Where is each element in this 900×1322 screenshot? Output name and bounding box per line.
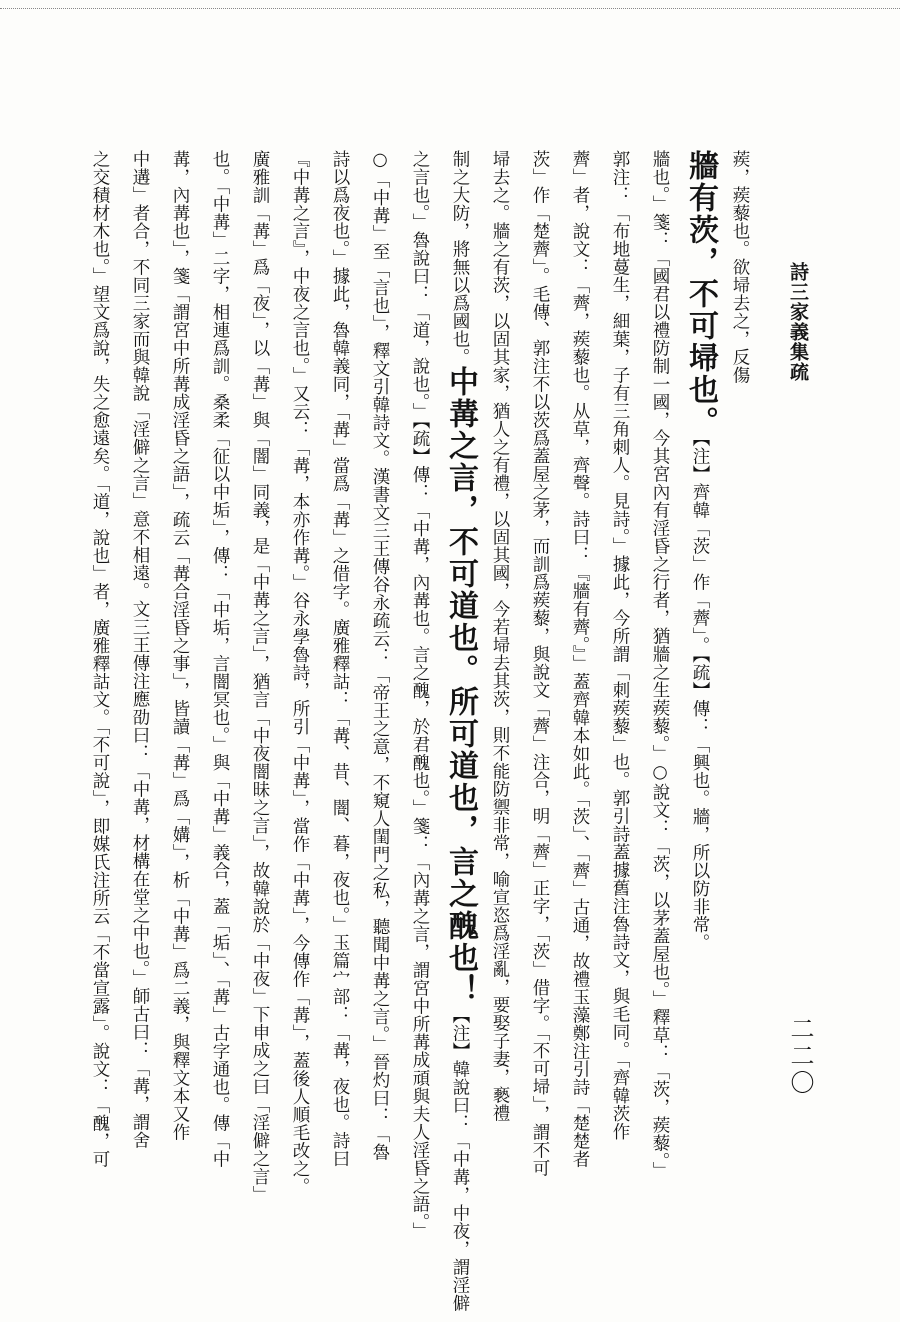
text-column: 之交積材木也。」望文爲說，失之愈遠矣。「道，說也」者，廣雅釋詁文。「不可說」，即媒氏注所云「不當宣露」。說文：「醜，可: [90, 150, 110, 1169]
text-column: 中遘」者合，不同三家而與韓說「淫僻之言」意不相遠。文三王傳注應劭曰：「中冓，材構在堂之中也。」師古曰：「冓，謂舍: [130, 150, 150, 1150]
text-column: 詩以爲夜也。」據此，魯韓義同，「冓」當爲「冓」之借字。廣雅釋詁：「冓、昔、闇、暮，夜也。」玉篇宀部：「冓，夜也。詩曰: [330, 150, 350, 1168]
text-column: 蒺，蒺藜也。欲埽去之，反傷: [730, 150, 750, 384]
text-column: 茨」作「楚薺」。毛傳、郭注不以茨爲蓋屋之茅，而訓爲蒺藜，與說文「薺」注合，明「薺」正字，「茨」借字。「不可埽」，謂不可: [530, 150, 550, 1177]
text-column: 牆也。」箋：「國君以禮防制一國，今其宮內有淫昏之行者，猶牆之生蒺藜。」○說文：「茨，以茅蓋屋也。」釋草：「茨，蒺藜。」: [650, 150, 670, 1180]
verse-line: 中冓之言，不可道也。所可道也，言之醜也！: [443, 366, 478, 1006]
top-dotted-rule: [0, 8, 900, 9]
text-column: 『中冓之言』，中夜之言也。」又云：「冓，本亦作冓。」谷永學魯詩，所引「中冓」，當作「中冓」，今傳作「冓」，蓋後人順毛改之。: [290, 150, 310, 1196]
annotation: 【注】韓說曰：「中冓，中夜，謂淫僻: [450, 1006, 470, 1312]
text-column: 廣雅訓「冓」爲「夜」，以「冓」與「闇」同義，是「中冓之言」，猶言「中夜闇昧之言」，故韓說於「中夜」下申成之曰「淫僻之言」: [250, 150, 270, 1204]
text-column: 薺」者，說文：「薺，蒺藜也。从草，齊聲。詩曰：『牆有薺。』」蓋齊韓本如此。「茨」、「薺」古通，故禮玉藻鄭注引詩「楚楚者: [570, 150, 590, 1169]
page-number: 二二〇: [786, 1016, 814, 1097]
text-column: 埽去之。牆之有茨，以固其家，猶人之有禮，以固其國，今若埽去其茨，則不能防禦非常，喻宣恣爲淫亂，要娶子妻，褻禮: [490, 150, 510, 1122]
verse-line: 牆有茨，不可埽也。: [683, 150, 718, 438]
text-column: 冓，內冓也」，箋「謂宮中所冓成淫昏之語」，疏云「冓合淫昏之事」，皆讀「冓」爲「媾」，析「中冓」爲二義，與釋文本又作: [170, 150, 190, 1141]
text-column: 之言也。」魯說曰：「道，說也。」【疏】傳：「中冓，內冓也。言之醜，於君醜也。」箋：「內冓之言，謂宮中所冓成頑與夫人淫昏之語。」: [410, 150, 430, 1241]
text-body: [90, 150, 760, 1312]
text-column: 也。「中冓」二字，相連爲訓。桑柔「征以中垢」，傳：「中垢，言闇冥也。」與「中冓」義合，蓋「垢」、「冓」古字通也。傳「中: [210, 150, 230, 1169]
running-title: 詩三家義集疏: [787, 262, 809, 382]
text-column: [680, 150, 720, 1270]
text-column: 郭注：「布地蔓生，細葉，子有三角刺人。見詩。」據此，今所謂「刺蒺藜」也。郭引詩蓋據舊注魯詩文，與毛同。「齊韓茨作: [610, 150, 630, 1141]
text-column: ○「中冓」至「言也」，釋文引韓詩文。漢書文三王傳谷永疏云：「帝王之意，不窺人閨門之私，聽聞中冓之言。」晉灼曰：「魯: [370, 150, 390, 1161]
annotation: 【注】齊韓「茨」作「薺」。【疏】傳：「興也。牆，所以防非常。: [690, 438, 710, 952]
text-column: 制之大防，將無以爲國也。中冓之言，不可道也。所可道也，言之醜也！【注】韓說曰：「中冓，中夜，謂淫僻: [443, 150, 478, 1312]
